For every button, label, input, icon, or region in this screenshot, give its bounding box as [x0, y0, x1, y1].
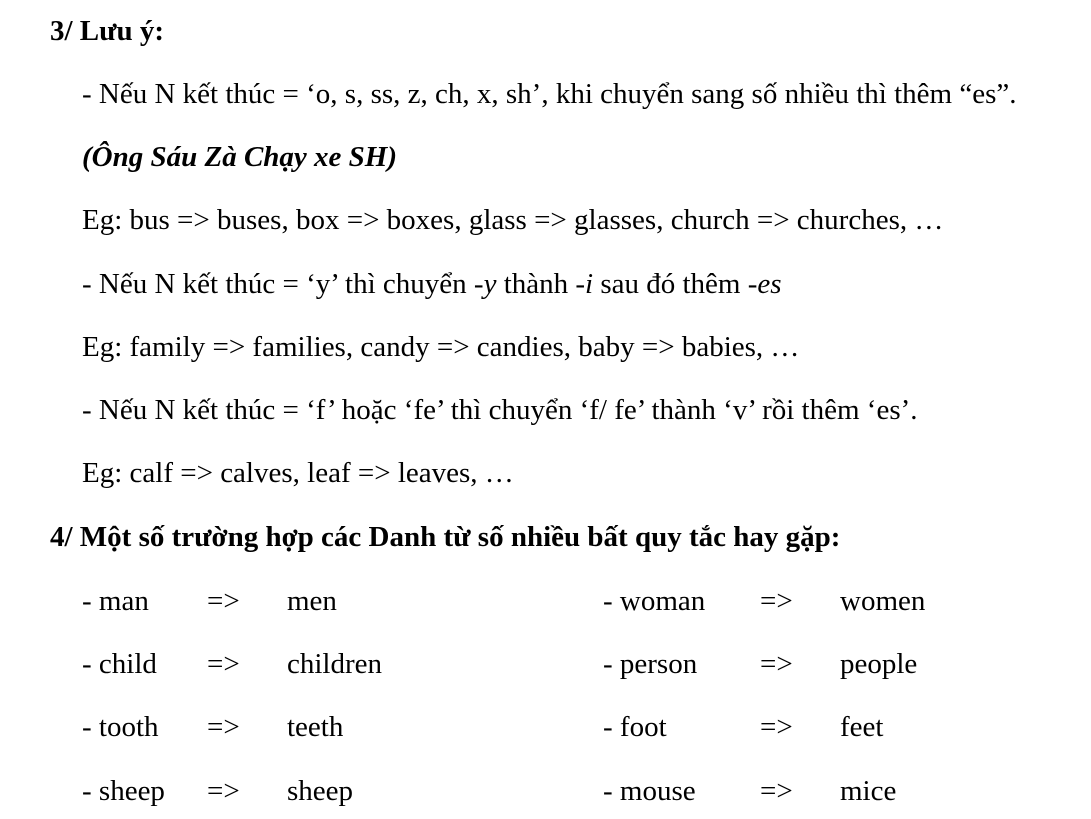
- arrow-left: =>: [207, 585, 240, 617]
- rule-y-text-2: thành -: [496, 268, 586, 300]
- example-es-endings: Eg: bus => buses, box => boxes, glass => glasses, church => churches, …: [82, 204, 944, 236]
- plural-left: men: [287, 585, 337, 617]
- plural-right: feet: [840, 711, 884, 743]
- plural-right: mice: [840, 775, 897, 807]
- singular-right: - woman: [603, 585, 706, 617]
- example-f-ending: Eg: calf => calves, leaf => leaves, …: [82, 457, 514, 489]
- mnemonic-note: (Ông Sáu Zà Chạy xe SH): [82, 141, 398, 173]
- rule-y-letter-i: i: [585, 268, 594, 300]
- section-3-heading: 3/ Lưu ý:: [50, 15, 165, 47]
- singular-left: - tooth: [82, 711, 159, 743]
- singular-left: - sheep: [82, 775, 165, 807]
- plural-right: women: [840, 585, 926, 617]
- arrow-right: =>: [760, 585, 793, 617]
- plural-left: sheep: [287, 775, 354, 807]
- plural-left: teeth: [287, 711, 344, 743]
- rule-y-letter-y: y: [483, 268, 497, 300]
- singular-right: - foot: [603, 711, 667, 743]
- arrow-right: =>: [760, 711, 793, 743]
- arrow-right: =>: [760, 648, 793, 680]
- rule-y-text-3: sau đó thêm -: [593, 268, 758, 300]
- arrow-left: =>: [207, 648, 240, 680]
- singular-left: - man: [82, 585, 149, 617]
- plural-right: people: [840, 648, 918, 680]
- rule-y-text-1: - Nếu N kết thúc = ‘y’ thì chuyển -: [82, 268, 484, 300]
- rule-f-ending: - Nếu N kết thúc = ‘f’ hoặc ‘fe’ thì chuyển ‘f/ fe’ thành ‘v’ rồi thêm ‘es’.: [82, 394, 918, 426]
- example-y-ending: Eg: family => families, candy => candies, baby => babies, …: [82, 331, 800, 363]
- plural-left: children: [287, 648, 383, 680]
- rule-y-ending: [82, 267, 782, 301]
- singular-left: - child: [82, 648, 157, 680]
- section-4-heading: 4/ Một số trường hợp các Danh từ số nhiều bất quy tắc hay gặp:: [50, 521, 841, 553]
- arrow-right: =>: [760, 775, 793, 807]
- rule-y-suffix-es: es: [757, 268, 782, 300]
- arrow-left: =>: [207, 711, 240, 743]
- rule-es-endings: - Nếu N kết thúc = ‘o, s, ss, z, ch, x, sh’, khi chuyển sang số nhiều thì thêm “es”.: [82, 78, 1017, 110]
- arrow-left: =>: [207, 775, 240, 807]
- singular-right: - person: [603, 648, 698, 680]
- singular-right: - mouse: [603, 775, 696, 807]
